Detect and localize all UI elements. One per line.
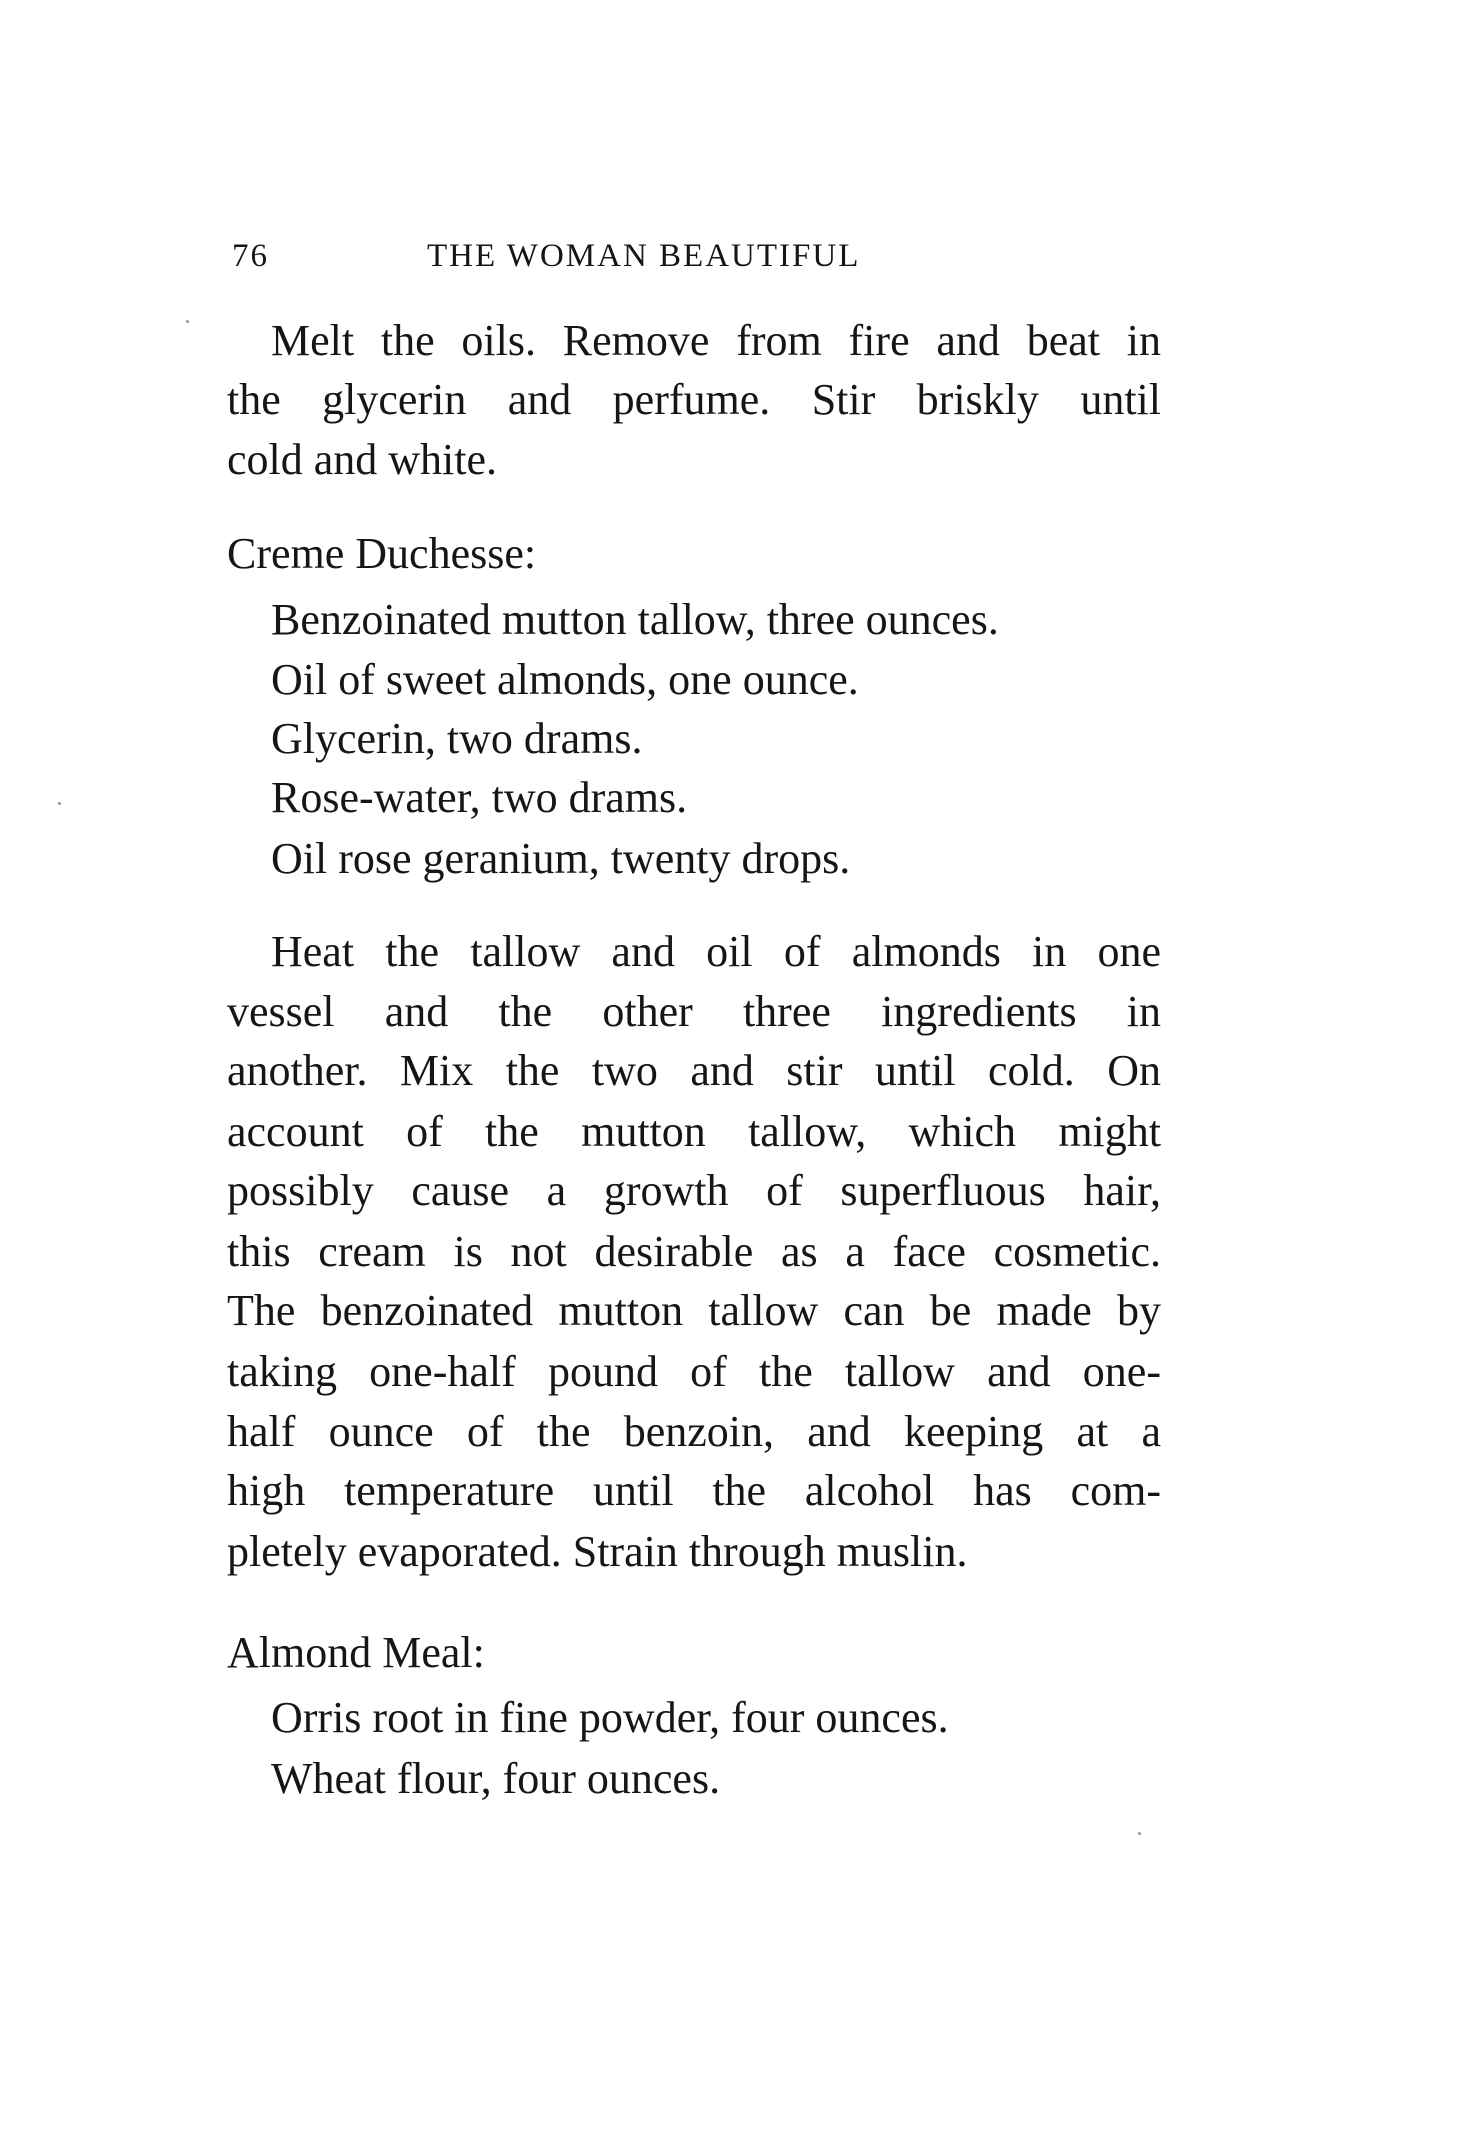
- paragraph-line: possibly cause a growth of superfluous hair,: [227, 1166, 1161, 1215]
- paragraph-line: account of the mutton tallow, which might: [227, 1107, 1161, 1156]
- speck: [1138, 1832, 1141, 1835]
- ingredient-line: Oil rose geranium, twenty drops.: [271, 834, 851, 883]
- paragraph-line: half ounce of the benzoin, and keeping at a: [227, 1407, 1161, 1456]
- paragraph-line: vessel and the other three ingredients in: [227, 987, 1161, 1036]
- paragraph-line: high temperature until the alcohol has com-: [227, 1466, 1161, 1515]
- paragraph-line: Heat the tallow and oil of almonds in one: [271, 927, 1161, 976]
- ingredient-line: Wheat flour, four ounces.: [271, 1754, 721, 1803]
- paragraph-line: The benzoinated mutton tallow can be made by: [227, 1286, 1161, 1335]
- paragraph-line: Melt the oils. Remove from fire and beat in: [271, 316, 1161, 365]
- paragraph-line: the glycerin and perfume. Stir briskly until: [227, 375, 1161, 424]
- ingredient-line: Glycerin, two drams.: [271, 714, 643, 763]
- ingredient-line: Orris root in fine powder, four ounces.: [271, 1693, 949, 1742]
- paragraph-line: cold and white.: [227, 435, 498, 484]
- paragraph-line: taking one-half pound of the tallow and one-: [227, 1347, 1161, 1396]
- paragraph-line: pletely evaporated. Strain through muslin.: [227, 1527, 968, 1576]
- ingredient-line: Benzoinated mutton tallow, three ounces.: [271, 595, 999, 644]
- speck: [186, 320, 189, 323]
- paragraph-line: this cream is not desirable as a face cosmetic.: [227, 1227, 1161, 1276]
- ingredient-line: Rose-water, two drams.: [271, 773, 688, 822]
- ingredient-line: Oil of sweet almonds, one ounce.: [271, 655, 859, 704]
- recipe-heading: Creme Duchesse:: [227, 529, 537, 578]
- running-title: THE WOMAN BEAUTIFUL: [427, 238, 861, 274]
- paragraph-line: another. Mix the two and stir until cold. On: [227, 1046, 1161, 1095]
- speck: [58, 802, 61, 805]
- recipe-heading: Almond Meal:: [227, 1628, 485, 1677]
- page-number: 76: [232, 238, 269, 274]
